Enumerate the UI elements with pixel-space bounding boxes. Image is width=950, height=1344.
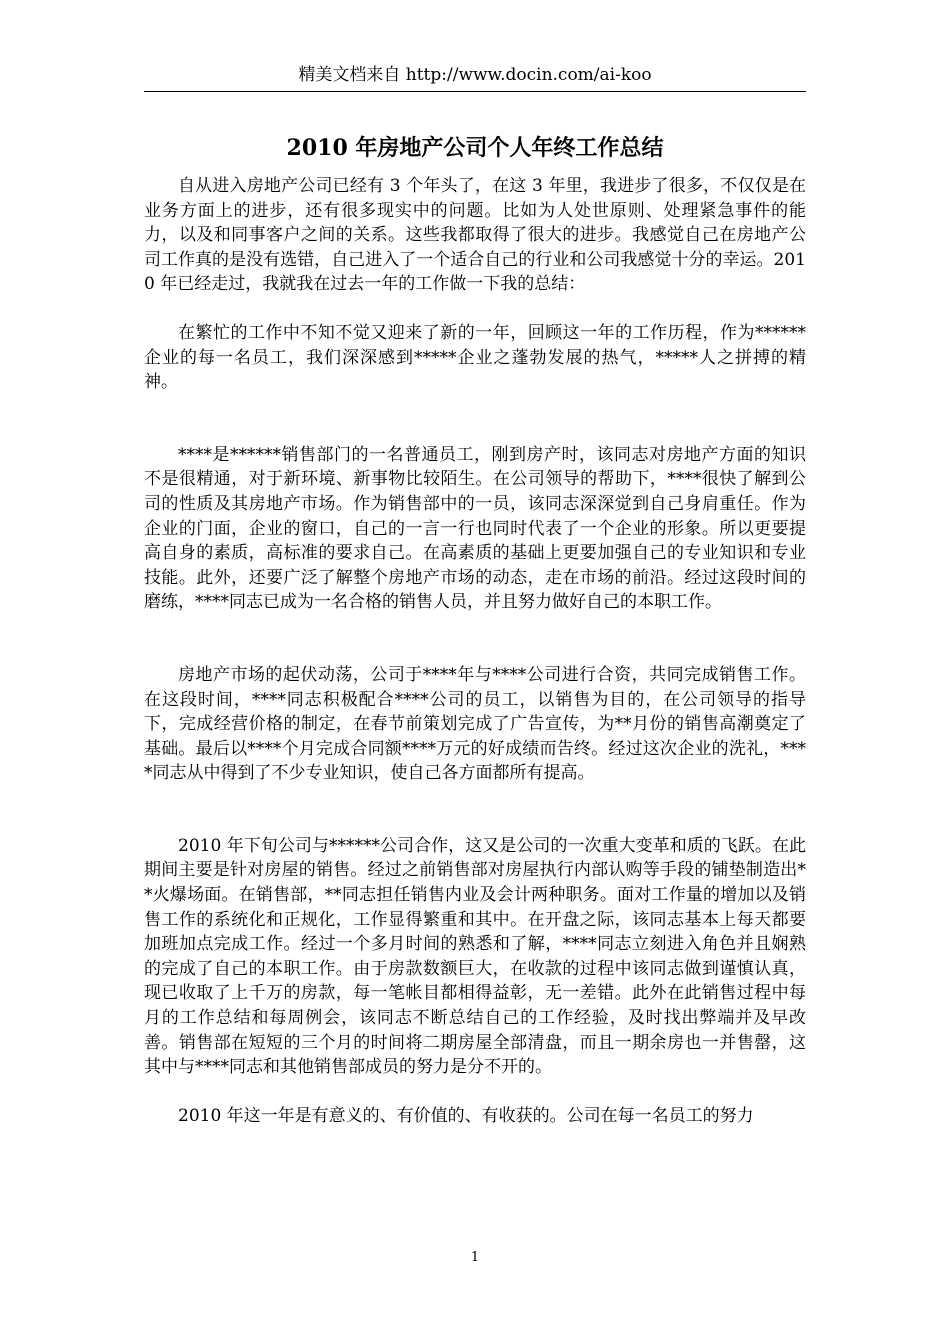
paragraph-spacer (144, 786, 806, 834)
page-header-source: 精美文档来自 http://www.docin.com/ai-koo (298, 65, 652, 85)
document-title: 2010 年房地产公司个人年终工作总结 (286, 135, 664, 161)
paragraph-sales-cooperation: 2010 年下旬公司与******公司合作，这又是公司的一次重大变革和质的飞跃。在此期间主要是针对房屋的销售。经过之前销售部对房屋执行内部认购等手段的铺垫制造出**火爆场面。在销售部，**同志担任销售内业及会计两种职务。面对工作量的增加以及销售工作的系统化和正规化，工作显得繁重和其中。在开盘之际，该同志基本上每天都要加班加点完成工作。经过一个多月时间的熟悉和了解，****同志立刻进入角色并且娴熟的完成了自己的本职工作。由于房款数额巨大，在收款的过程中该同志做到谨慎认真，现已收取了上千万的房款，每一笔帐目都相得益彰，无一差错。此外在此销售过程中每月的工作总结和每周例会，该同志不断总结自己的工作经验，及时找出弊端并及早改善。销售部在短短的三个月的时间将二期房屋全部清盘，而且一期余房也一并售罄，这其中与****同志和其他销售部成员的努力是分不开的。 (144, 835, 806, 1078)
paragraph-spacer (144, 395, 806, 443)
paragraph-spacer (144, 1080, 806, 1104)
paragraph-spacer (144, 615, 806, 663)
paragraph-employee-growth: ****是******销售部门的一名普通员工，刚到房产时，该同志对房地产方面的知识不是很精通，对于新环境、新事物比较陌生。在公司领导的帮助下，****很快了解到公司的性质及其房地产市场。作为销售部中的一员，该同志深深觉到自己身肩重任。作为企业的门面，企业的窗口，自己的一言一行也同时代表了一个企业的形象。所以更要提高自身的素质，高标准的要求自己。在高素质的基础上更要加强自己的专业知识和专业技能。此外，还要广泛了解整个房地产市场的动态，走在市场的前沿。经过这段时间的磨练，****同志已成为一名合格的销售人员，并且努力做好自己的本职工作。 (144, 444, 806, 613)
paragraph-spacer (144, 297, 806, 321)
document-body (144, 174, 806, 1128)
header-divider (144, 91, 806, 92)
paragraph-year-summary: 2010 年这一年是有意义的、有价值的、有收获的。公司在每一名员工的努力 (178, 1105, 754, 1126)
page-number: 1 (470, 1250, 480, 1265)
paragraph-joint-venture: 房地产市场的起伏动荡，公司于****年与****公司进行合资，共同完成销售工作。在这段时间，****同志积极配合****公司的员工，以销售为目的，在公司领导的指导下，完成经营价格的制定，在春节前策划完成了广告宣传，为**月份的销售高潮奠定了基础。最后以****个月完成合同额****万元的好成绩而告终。经过这次企业的洗礼，****同志从中得到了不少专业知识，使自己各方面都所有提高。 (144, 664, 806, 784)
paragraph-review: 在繁忙的工作中不知不觉又迎来了新的一年，回顾这一年的工作历程，作为******企业的每一名员工，我们深深感到*****企业之蓬勃发展的热气，*****人之拼搏的精神。 (144, 322, 806, 393)
paragraph-intro: 自从进入房地产公司已经有 3 个年头了，在这 3 年里，我进步了很多，不仅仅是在业务方面上的进步，还有很多现实中的问题。比如为人处世原则、处理紧急事件的能力，以及和同事客户之间的关系。这些我都取得了很大的进步。我感觉自己在房地产公司工作真的是没有选错，自己进入了一个适合自己的行业和公司我感觉十分的幸运。2010 年已经走过，我就我在过去一年的工作做一下我的总结： (144, 176, 806, 295)
